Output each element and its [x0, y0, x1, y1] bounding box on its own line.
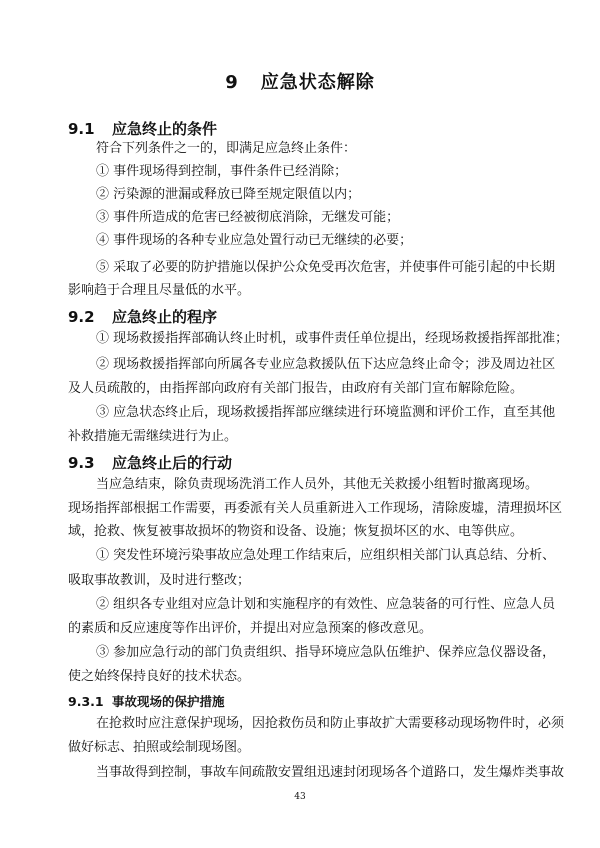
paragraph-line: 当应急结束，除负责现场洗消工作人员外，其他无关救援小组暂时撤离现场。: [96, 477, 539, 492]
page-number: 43: [294, 792, 306, 802]
section-title: 应急终止后的行动: [112, 454, 233, 472]
paragraph-line: 当事故得到控制，事故车间疏散安置组迅速封闭现场各个道路口，发生爆炸类事故: [96, 765, 565, 780]
paragraph-line: ② 组织各专业组对应急计划和实施程序的有效性、应急装备的可行性、应急人员: [96, 597, 556, 612]
paragraph-line: ① 现场救援指挥部确认终止时机，或事件责任单位提出，经现场救援指挥部批准；: [96, 331, 569, 346]
paragraph-line: 的素质和反应速度等作出评价，并提出对应急预案的修改意见。: [68, 621, 433, 636]
paragraph-line: 及人员疏散的，由指挥部向政府有关部门报告，由政府有关部门宣布解除危险。: [68, 381, 524, 396]
chapter-title: [0, 68, 600, 94]
subsection-title: 事故现场的保护措施: [112, 694, 225, 709]
paragraph-line: ⑤ 采取了必要的防护措施以保护公众免受再次危害，并使事件可能引起的中长期: [96, 260, 556, 275]
section-number: 9.3: [68, 454, 95, 472]
paragraph-line: 补救措施无需继续进行为止。: [68, 429, 238, 444]
section-title: 应急终止的条件: [112, 120, 218, 138]
paragraph-line: ② 污染源的泄漏或释放已降至规定限值以内；: [96, 187, 361, 202]
paragraph-line: ① 突发性环境污染事故应急处理工作结束后，应组织相关部门认真总结、分析、: [96, 548, 556, 563]
subsection-heading-9-3-1: [68, 692, 225, 710]
chapter-title-text: 应急状态解除: [260, 72, 375, 93]
paragraph-line: 吸取事故教训，及时进行整改；: [68, 573, 251, 588]
paragraph-line: 做好标志、拍照或绘制现场图。: [68, 740, 251, 755]
section-heading-9-3: [68, 452, 232, 473]
paragraph-line: 现场指挥部根据工作需要，再委派有关人员重新进入工作现场，清除废墟，清理损坏区: [68, 501, 563, 516]
paragraph-line: ① 事件现场得到控制，事件条件已经消除；: [96, 164, 348, 179]
paragraph-line: 域，抢救、恢复被事故损坏的物资和设备、设施；恢复损坏区的水、电等供应。: [68, 524, 524, 539]
subsection-number: 9.3.1: [68, 694, 104, 709]
paragraph-line: ③ 事件所造成的危害已经被彻底消除，无继发可能；: [96, 210, 400, 225]
paragraph-line: 在抢救时应注意保护现场，因抢救伤员和防止事故扩大需要移动现场物件时，必须: [96, 716, 565, 731]
paragraph-line: ③ 应急状态终止后，现场救援指挥部应继续进行环境监测和评价工作，直至其他: [96, 405, 556, 420]
paragraph-line: ④ 事件现场的各种专业应急处置行动已无继续的必要；: [96, 233, 413, 248]
section-number: 9.1: [68, 120, 95, 138]
section-number: 9.2: [68, 308, 95, 326]
paragraph-line: 使之始终保持良好的技术状态。: [68, 669, 251, 684]
section-heading-9-1: [68, 118, 217, 139]
chapter-number: 9: [225, 72, 239, 93]
paragraph-line: ③ 参加应急行动的部门负责组织、指导环境应急队伍维护、保养应急仪器设备，: [96, 645, 556, 660]
paragraph-line: 符合下列条件之一的，即满足应急终止条件：: [96, 141, 357, 156]
section-heading-9-2: [68, 306, 217, 327]
paragraph-line: 影响趋于合理且尽量低的水平。: [68, 283, 251, 298]
section-title: 应急终止的程序: [112, 308, 218, 326]
paragraph-line: ② 现场救援指挥部向所属各专业应急救援队伍下达应急终止命令；涉及周边社区: [96, 357, 556, 372]
